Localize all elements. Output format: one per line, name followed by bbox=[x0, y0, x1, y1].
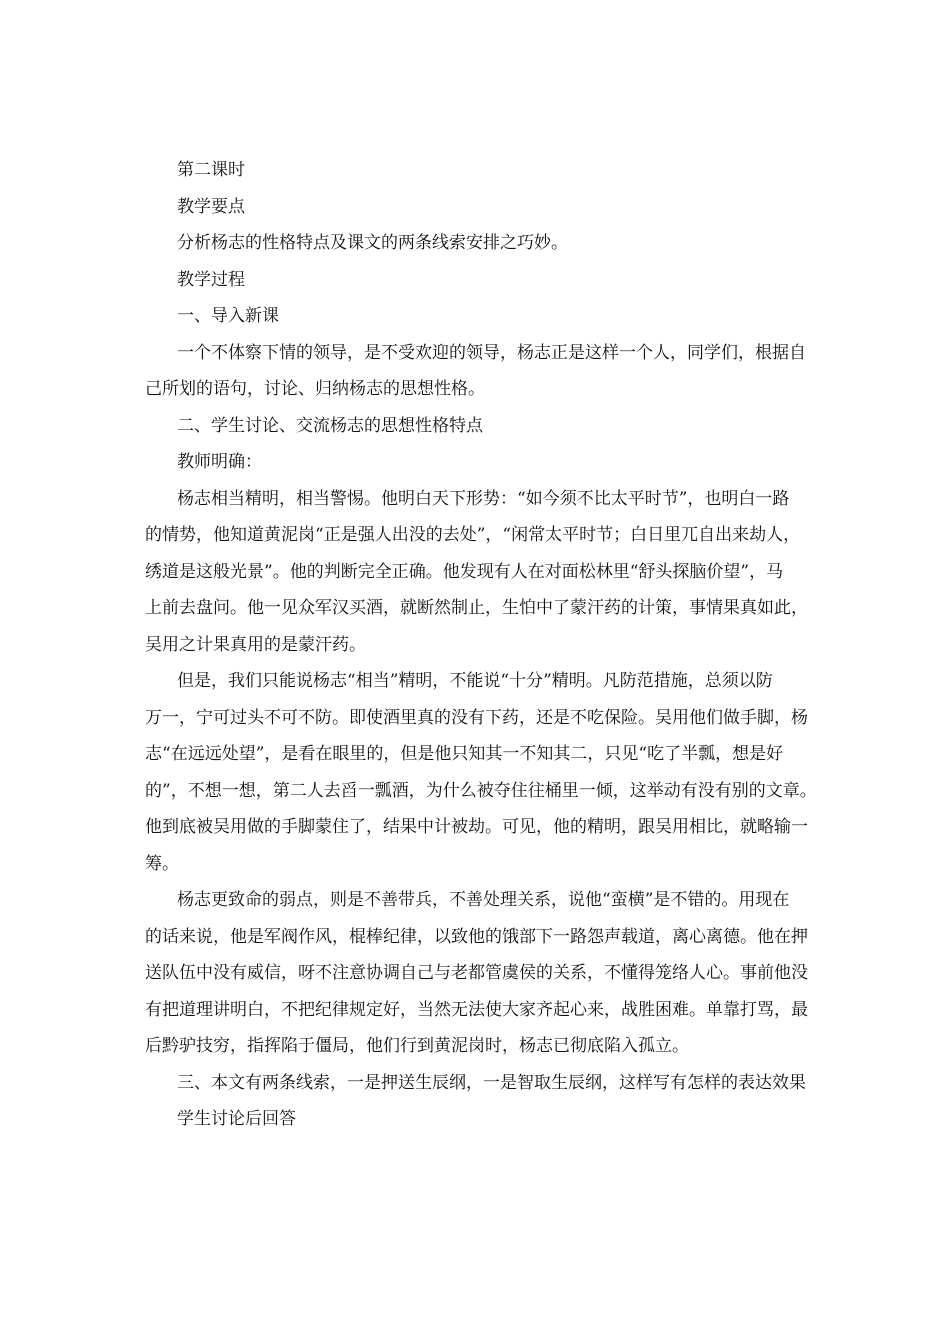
step-heading-discussion: 二、学生讨论、交流杨志的思想性格特点 bbox=[177, 415, 483, 436]
paragraph-line: 他到底被吴用做的手脚蒙住了，结果中计被劫。可见，他的精明，跟吴用相比，就略输一 bbox=[145, 817, 808, 837]
paragraph-line: 吴用之计果真用的是蒙汗药。 bbox=[145, 634, 366, 655]
paragraph-line: 但是，我们只能说杨志“相当”精明，不能说“十分”精明。凡防范措施，总须以防 bbox=[177, 671, 773, 691]
paragraph-line: 的情势，他知道黄泥岗“正是强人出没的去处”，“闲常太平时节；白日里兀自出来劫人， bbox=[145, 525, 801, 545]
paragraph-line: 志“在远远处望”，是看在眼里的，但是他只知其一不知其二，只见“吃了半瓢，想是好 bbox=[145, 744, 784, 764]
paragraph-line: 万一，宁可过头不可不防。即使酒里真的没有下药，还是不吃保险。吴用他们做手脚，杨 bbox=[145, 707, 808, 728]
paragraph-line: 的话来说，他是军阀作风，棍棒纪律，以致他的饿部下一路怨声载道，离心离德。他在押 bbox=[145, 926, 808, 947]
paragraph-line: 上前去盘问。他一见众军汉买酒，就断然制止，生怕中了蒙汗药的计策，事情果真如此， bbox=[145, 598, 808, 618]
teacher-clarification-label: 教师明确： bbox=[177, 452, 262, 472]
paragraph-line: 一个不体察下情的领导，是不受欢迎的领导，杨志正是这样一个人，同学们，根据自 bbox=[177, 342, 806, 363]
paragraph-line: 的”，不想一想，第二人去舀一瓢酒，为什么被夺住往桶里一倾，这举动有没有别的文章。 bbox=[145, 780, 817, 801]
key-points-text: 分析杨志的性格特点及课文的两条线索安排之巧妙。 bbox=[177, 233, 568, 253]
step-heading-two-clues: 三、本文有两条线索，一是押送生辰纲，一是智取生辰纲，这样写有怎样的表达效果 bbox=[177, 1072, 806, 1093]
section-heading-key-points: 教学要点 bbox=[177, 196, 245, 217]
lesson-heading: 第二课时 bbox=[177, 160, 245, 180]
step-heading-introduction: 一、导入新课 bbox=[177, 306, 279, 326]
paragraph-line: 杨志相当精明，相当警惕。他明白天下形势：“如今须不比太平时节”，也明白一路 bbox=[177, 488, 790, 509]
paragraph-line: 后黔驴技穷，指挥陷于僵局，他们行到黄泥岗时，杨志已彻底陷入孤立。 bbox=[145, 1036, 689, 1056]
paragraph-line: 有把道理讲明白，不把纪律规定好，当然无法使大家齐起心来，战胜困难。单靠打骂，最 bbox=[145, 999, 808, 1020]
paragraph-line: 绣道是这般光景”。他的判断完全正确。他发现有人在对面松林里“舒头探脑价望”，马 bbox=[145, 561, 784, 582]
student-answer-note: 学生讨论后回答 bbox=[177, 1109, 296, 1129]
paragraph-line: 杨志更致命的弱点，则是不善带兵，不善处理关系，说他“蛮横”是不错的。用现在 bbox=[177, 890, 790, 910]
section-heading-process: 教学过程 bbox=[177, 269, 245, 290]
paragraph-line: 送队伍中没有威信，呀不注意协调自己与老都管虞侯的关系，不懂得笼络人心。事前他没 bbox=[145, 963, 808, 983]
document-body bbox=[145, 152, 817, 1138]
paragraph-line: 筹。 bbox=[145, 853, 179, 874]
paragraph-line: 己所划的语句，讨论、归纳杨志的思想性格。 bbox=[145, 379, 485, 399]
